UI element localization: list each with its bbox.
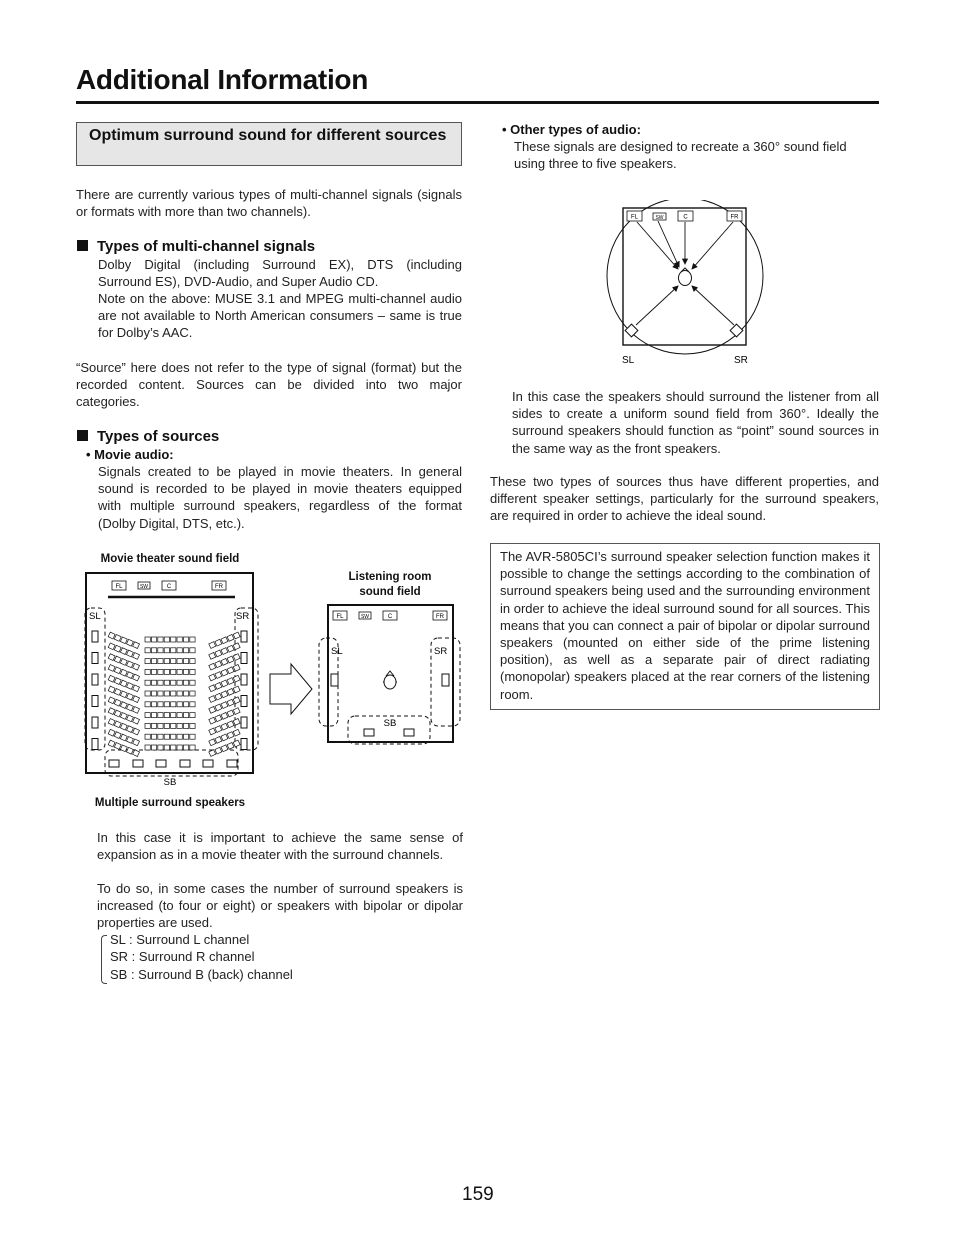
seat [215,726,222,733]
seat [227,634,234,641]
theater-sl-label: SL [89,611,101,622]
seat [190,745,195,750]
side-speaker [92,674,98,685]
seat [233,718,240,725]
seat [164,648,169,653]
listener-head-icon [383,671,397,689]
theater-back-speakers [109,760,237,767]
theater-seats [108,632,240,756]
seat [233,632,240,639]
seat [120,745,127,752]
seat [233,697,240,704]
seat [114,656,121,663]
seat [221,669,228,676]
seat [227,678,234,685]
seat [183,680,188,685]
seat [126,747,133,754]
side-speaker [92,739,98,750]
seat [108,632,115,639]
seat [233,708,240,715]
seat [171,680,176,685]
seat [158,734,163,739]
seat [151,680,156,685]
seat [171,669,176,674]
seat [221,745,228,752]
seat [183,637,188,642]
seat [171,745,176,750]
seat [126,650,133,657]
seat [177,659,182,664]
seat [215,693,222,700]
seat [151,691,156,696]
seat [126,639,133,646]
seat [227,645,234,652]
seat [164,734,169,739]
listening-sb-label: SB [383,718,397,729]
back-speaker [203,760,213,767]
seat [183,734,188,739]
seat [158,691,163,696]
side-speaker [92,653,98,664]
seat [171,648,176,653]
seat [209,685,216,692]
right-summary-paragraph: These two types of sources thus have different properties, and different speaker settings, particularly for the surround speakers, are required in order to achieve the ideal sound. [490,474,879,524]
seat [120,713,127,720]
seat [190,691,195,696]
seat [151,745,156,750]
seat [151,637,156,642]
seat [227,732,234,739]
seat [190,637,195,642]
seat [145,702,150,707]
room-sl-speaker [625,324,638,337]
listener-head-icon [679,268,692,286]
seat [145,745,150,750]
seat [183,745,188,750]
back-speaker [133,760,143,767]
avr-feature-box: The AVR-5805CI’s surround speaker selection function makes it possible to change the settings according to the combination of surround speakers being used and the surrounding environment in order to achieve the ideal surround sound for all sources. This means that you can connect a pair of bipolar or dipolar surround speakers (mounted on either side of the prime listening position), as well as a separate pair of direct radiating (monopolar) speakers placed at the rear corners of the listening room. [490,543,880,710]
seat [120,648,127,655]
seat [108,729,115,736]
seat [233,686,240,693]
seat [171,713,176,718]
seat [215,661,222,668]
seat [215,639,222,646]
seat [177,713,182,718]
seat [114,678,121,685]
seat [190,713,195,718]
seat [164,723,169,728]
seat [126,737,133,744]
movie-audio-label: • Movie audio: [86,447,174,462]
seat [120,702,127,709]
seat [190,680,195,685]
other-audio-body: These signals are designed to recreate a 360° sound field using three to five speakers. [514,139,847,172]
seat [114,689,121,696]
seat [221,734,228,741]
seat [133,717,140,724]
fig-multi-caption: Multiple surround speakers [94,797,246,809]
section-heading: Optimum surround sound for different sources [76,122,462,166]
seat [209,728,216,735]
svg-text:FL: FL [336,614,344,620]
seat [164,637,169,642]
seat [227,699,234,706]
seat [126,715,133,722]
seat [145,734,150,739]
seat [145,691,150,696]
seat [221,648,228,655]
seat [227,667,234,674]
seat [151,723,156,728]
seat [108,719,115,726]
seat [133,739,140,746]
fig-listening-caption: Listening room sound field [348,571,432,598]
room-sr-speaker [730,324,743,337]
types-signals-body: Dolby Digital (including Surround EX), DTS (including Surround ES), DVD-Audio, and Super Audio CD. [98,257,462,290]
seat [221,702,228,709]
seat [177,702,182,707]
seat [133,707,140,714]
listening-sr-speaker [442,674,449,686]
theater-front-speakers [112,581,226,590]
seat [227,710,234,717]
seat [120,680,127,687]
seat [108,654,115,661]
svg-text:SW: SW [360,614,370,620]
seat [209,750,216,757]
seat [164,745,169,750]
seat [177,680,182,685]
seat [126,726,133,733]
seat [209,696,216,703]
seat [145,637,150,642]
seat [215,747,222,754]
seat [171,659,176,664]
seat [114,743,121,750]
svg-text:FL: FL [115,584,123,590]
title-rule [76,101,879,104]
seat [215,715,222,722]
seat [215,736,222,743]
listening-front-speakers [333,611,447,620]
seat [209,739,216,746]
seat [151,648,156,653]
seat [114,635,121,642]
seat [108,708,115,715]
listening-sr-label: SR [434,646,448,657]
seat [133,728,140,735]
seat [120,691,127,698]
seat [114,732,121,739]
seat [151,734,156,739]
page-title: Additional Information [76,64,369,95]
seat [126,672,133,679]
legend-bracket [101,935,107,984]
seat [114,645,121,652]
seat [190,734,195,739]
seat [233,643,240,650]
seat [171,734,176,739]
seat [209,706,216,713]
theater-diagram [80,566,470,796]
svg-text:C: C [166,584,172,590]
seat [164,669,169,674]
seat [158,723,163,728]
seat [233,729,240,736]
seat [183,702,188,707]
right-case-paragraph: In this case the speakers should surround the listener from all sides to create a uniform sound field from 360°. Ideally the surround speakers should function as “point” sound sources in the same way as the front speakers. [512,389,879,456]
seat [215,650,222,657]
seat [177,637,182,642]
seat [164,680,169,685]
seat [120,659,127,666]
seat [145,680,150,685]
seat [158,669,163,674]
seat [120,669,127,676]
left-todo-paragraph: To do so, in some cases the number of surround speakers is increased (to four or eight) or speakers with bipolar or dipolar properties are used. [97,881,463,931]
seat [177,669,182,674]
seat [158,713,163,718]
seat [108,643,115,650]
side-speaker [241,739,247,750]
side-speaker [241,631,247,642]
seat [108,675,115,682]
seat [190,702,195,707]
seat [221,658,228,665]
seat [221,680,228,687]
seat [133,696,140,703]
seat [114,721,121,728]
seat [227,656,234,663]
theater-sr-label: SR [236,611,250,622]
seat [209,652,216,659]
seat [183,648,188,653]
seat [209,674,216,681]
arrow-icon [270,664,312,714]
listening-sl-label: SL [331,646,343,657]
seat [151,669,156,674]
back-speaker [180,760,190,767]
seat [145,669,150,674]
seat [120,723,127,730]
seat [233,675,240,682]
room-sr-label: SR [734,355,748,366]
types-signals-heading: Types of multi-channel signals [77,238,315,256]
seat [126,683,133,690]
seat [151,659,156,664]
seat [145,723,150,728]
seat [133,685,140,692]
intro-paragraph: There are currently various types of multi-channel signals (signals or formats with more than two channels). [76,187,462,220]
seat [126,661,133,668]
listening-sb-speaker-right [404,729,414,736]
seat [126,704,133,711]
side-speaker [241,653,247,664]
svg-text:FR: FR [215,584,223,590]
seat [177,691,182,696]
seat [108,697,115,704]
seat [171,637,176,642]
fig-theater-caption: Movie theater sound field [100,553,240,565]
seat [164,691,169,696]
back-speaker [156,760,166,767]
seat [133,750,140,757]
seat [221,712,228,719]
back-speaker [227,760,237,767]
seat [158,745,163,750]
seat [215,704,222,711]
svg-text:FL: FL [630,214,639,221]
seat [120,637,127,644]
seat [190,659,195,664]
left-case-paragraph: In this case it is important to achieve the same sense of expansion as in a movie theater with the surround channels. [97,830,463,863]
seat [158,680,163,685]
seat [183,723,188,728]
seat [114,667,121,674]
seat [209,642,216,649]
legend-item: SB : Surround B (back) channel [110,967,293,982]
svg-text:FR: FR [730,214,739,221]
seat [190,648,195,653]
seat [221,637,228,644]
page-number: 159 [462,1184,494,1205]
seat [221,691,228,698]
room-sl-label: SL [622,355,635,366]
types-sources-heading: Types of sources [77,428,219,446]
side-speaker [241,674,247,685]
seat [233,740,240,747]
seat [133,674,140,681]
side-speaker [241,696,247,707]
back-speaker [109,760,119,767]
seat [233,654,240,661]
seat [151,713,156,718]
seat [183,659,188,664]
seat [158,702,163,707]
source-paragraph: “Source” here does not refer to the type of signal (format) but the recorded content. Sources can be divided into two major categories. [76,360,462,410]
square-bullet-icon [77,430,88,441]
seat [133,642,140,649]
svg-text:C: C [683,214,688,221]
seat [164,659,169,664]
seat [190,723,195,728]
seat [108,665,115,672]
movie-audio-body: Signals created to be played in movie theaters. In general sound is recorded to be played in movie theaters equipped with multiple surround speakers, regardless of the format (Dolby Digital, DTS, etc.). [98,464,462,531]
seat [120,734,127,741]
side-speaker [241,717,247,728]
seat [164,702,169,707]
seat [114,710,121,717]
square-bullet-icon [77,240,88,251]
legend-item: SL : Surround L channel [110,932,250,947]
theater-sb-label: SB [163,777,177,788]
seat [183,713,188,718]
surround-360-diagram [600,200,770,370]
seat [177,734,182,739]
seat [183,691,188,696]
seat [215,672,222,679]
seat [108,740,115,747]
svg-text:SW: SW [655,215,664,221]
seat [171,723,176,728]
seat [158,637,163,642]
seat [233,664,240,671]
side-speaker [92,696,98,707]
seat [151,702,156,707]
seat [164,713,169,718]
seat [158,659,163,664]
seat [145,648,150,653]
seat [215,682,222,689]
seat [177,723,182,728]
seat [145,659,150,664]
seat [227,721,234,728]
seat [227,742,234,749]
svg-text:C: C [387,614,393,620]
other-audio-label: • Other types of audio: [502,122,641,137]
seat [221,723,228,730]
legend-item: SR : Surround R channel [110,949,255,964]
seat [171,691,176,696]
room-front-speakers [627,211,742,221]
side-speaker [92,717,98,728]
seat [183,669,188,674]
seat [133,653,140,660]
listening-sl-speaker [331,674,338,686]
seat [145,713,150,718]
listening-sb-speaker-left [364,729,374,736]
seat [190,669,195,674]
seat [158,648,163,653]
seat [209,663,216,670]
seat [209,717,216,724]
seat [177,745,182,750]
seat [133,663,140,670]
types-signals-note: Note on the above: MUSE 3.1 and MPEG multi-channel audio are not available to North American consumers – same is true for Dolby’s AAC. [98,291,462,341]
seat [171,702,176,707]
seat [126,693,133,700]
svg-text:FR: FR [436,614,444,620]
side-speaker [92,631,98,642]
seat [227,688,234,695]
seat [108,686,115,693]
svg-text:SW: SW [139,584,149,590]
seat [114,699,121,706]
seat [177,648,182,653]
